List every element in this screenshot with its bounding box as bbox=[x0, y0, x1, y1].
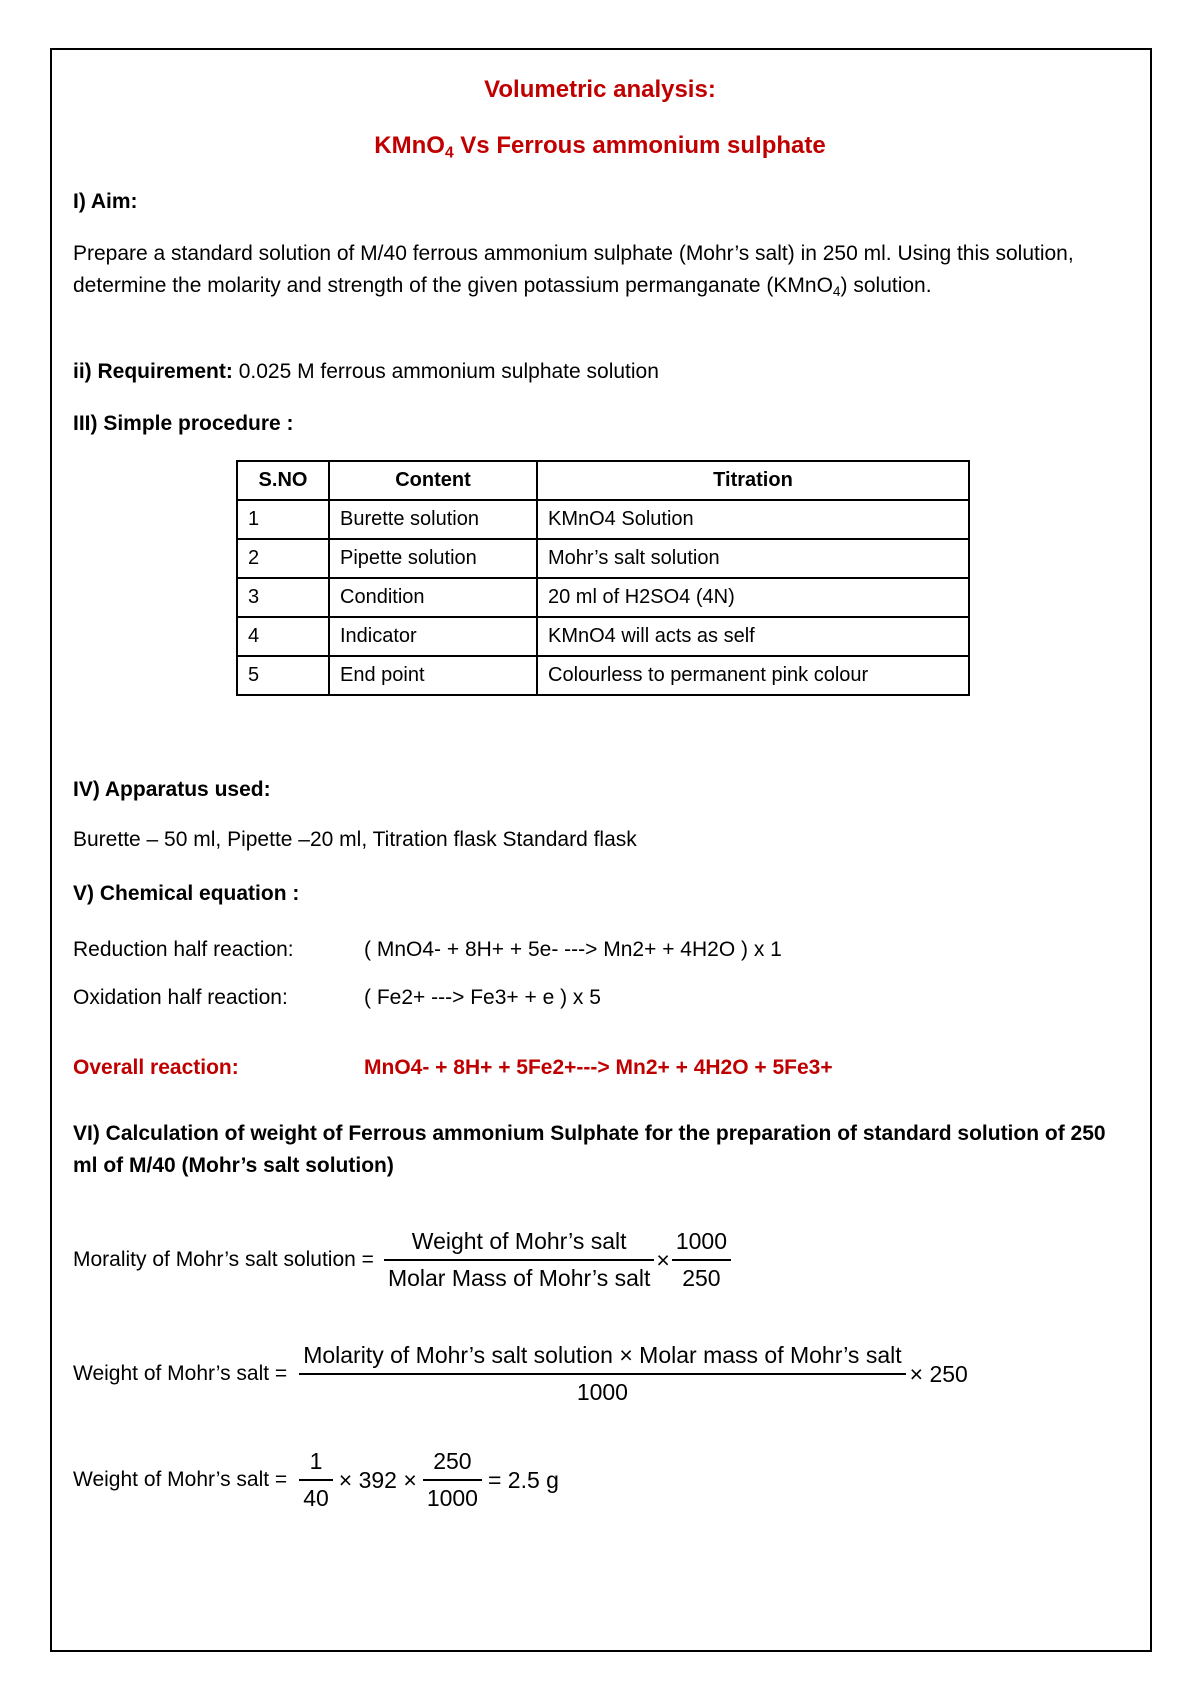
oxidation-equation: ( Fe2+ ---> Fe3+ + e ) x 5 bbox=[364, 986, 601, 1009]
apparatus-heading: IV) Apparatus used: bbox=[73, 778, 271, 801]
requirement bbox=[73, 356, 659, 388]
cell-content: Condition bbox=[329, 578, 537, 617]
formula3-middle: × 392 × bbox=[338, 1466, 417, 1493]
subtitle-part-a: KMnO bbox=[374, 132, 445, 159]
formula2-tail: × 250 bbox=[909, 1360, 968, 1387]
cell-sno: 5 bbox=[237, 656, 329, 695]
header-content: Content bbox=[329, 461, 537, 500]
equation-heading: V) Chemical equation : bbox=[73, 882, 300, 905]
cell-titration: Mohr’s salt solution bbox=[537, 539, 969, 578]
table-row bbox=[237, 617, 969, 656]
table-row bbox=[237, 500, 969, 539]
formula-result bbox=[73, 1448, 559, 1512]
cell-content: Burette solution bbox=[329, 500, 537, 539]
cell-content: Pipette solution bbox=[329, 539, 537, 578]
procedure-table bbox=[236, 460, 970, 696]
calculation-heading: VI) Calculation of weight of Ferrous ammonium Sulphate for the preparation of standard solution of 250 ml of M/40 (Mohr’s salt solution) bbox=[73, 1122, 1106, 1177]
cell-content: End point bbox=[329, 656, 537, 695]
formula1-fraction bbox=[384, 1228, 654, 1292]
page-subtitle bbox=[0, 132, 1200, 160]
overall-equation: MnO4- + 8H+ + 5Fe2+---> Mn2+ + 4H2O + 5Fe3+ bbox=[364, 1056, 833, 1079]
cell-sno: 4 bbox=[237, 617, 329, 656]
cell-sno: 3 bbox=[237, 578, 329, 617]
cell-titration: 20 ml of H2SO4 (4N) bbox=[537, 578, 969, 617]
formula1-denominator2: 250 bbox=[672, 1259, 731, 1292]
formula2-denominator: 1000 bbox=[299, 1373, 905, 1406]
formula3-denominator1: 40 bbox=[299, 1479, 333, 1512]
formula1-numerator2: 1000 bbox=[675, 1228, 727, 1254]
formula1-numerator: Weight of Mohr’s salt bbox=[411, 1228, 627, 1254]
formula3-denominator2: 1000 bbox=[423, 1479, 482, 1512]
formula1-times: × bbox=[656, 1246, 670, 1273]
cell-titration: KMnO4 will acts as self bbox=[537, 617, 969, 656]
requirement-heading: ii) Requirement: bbox=[73, 360, 233, 383]
overall-label: Overall reaction: bbox=[73, 1056, 239, 1079]
formula3-fraction2 bbox=[423, 1448, 482, 1512]
page-title: Volumetric analysis: bbox=[484, 76, 716, 103]
aim-heading: I) Aim: bbox=[73, 190, 138, 213]
formula-weight bbox=[73, 1342, 968, 1406]
procedure-heading: III) Simple procedure : bbox=[73, 412, 294, 435]
aim-text-sub: 4 bbox=[832, 284, 841, 300]
formula1-fraction2 bbox=[672, 1228, 731, 1292]
formula2-fraction bbox=[299, 1342, 905, 1406]
subtitle-part-b: Vs Ferrous ammonium sulphate bbox=[453, 132, 826, 159]
formula1-label: Morality of Mohr’s salt solution = bbox=[73, 1248, 374, 1271]
cell-sno: 1 bbox=[237, 500, 329, 539]
formula3-label: Weight of Mohr’s salt = bbox=[73, 1468, 288, 1491]
header-sno: S.NO bbox=[237, 461, 329, 500]
cell-sno: 2 bbox=[237, 539, 329, 578]
formula3-result: = 2.5 g bbox=[487, 1466, 559, 1493]
formula-molarity bbox=[73, 1228, 731, 1292]
aim-text-b: ) solution. bbox=[840, 274, 932, 297]
table-header-row bbox=[237, 461, 969, 500]
table-row bbox=[237, 656, 969, 695]
oxidation-label: Oxidation half reaction: bbox=[73, 986, 288, 1009]
formula1-denominator: Molar Mass of Mohr’s salt bbox=[384, 1259, 654, 1292]
formula2-label: Weight of Mohr’s salt = bbox=[73, 1362, 288, 1385]
apparatus-text: Burette – 50 ml, Pipette –20 ml, Titration flask Standard flask bbox=[73, 828, 637, 851]
reduction-equation: ( MnO4- + 8H+ + 5e- ---> Mn2+ + 4H2O ) x 1 bbox=[364, 938, 782, 961]
cell-content: Indicator bbox=[329, 617, 537, 656]
formula3-fraction1 bbox=[299, 1448, 333, 1512]
requirement-text: 0.025 M ferrous ammonium sulphate solution bbox=[232, 360, 659, 383]
formula3-numerator2: 250 bbox=[433, 1448, 472, 1474]
cell-titration: Colourless to permanent pink colour bbox=[537, 656, 969, 695]
formula3-numerator1: 1 bbox=[309, 1448, 323, 1474]
aim-text bbox=[73, 238, 1123, 302]
subtitle-subscript: 4 bbox=[444, 144, 454, 162]
formula2-numerator: Molarity of Mohr’s salt solution × Molar mass of Mohr’s salt bbox=[303, 1342, 902, 1368]
table-row bbox=[237, 578, 969, 617]
aim-text-a: Prepare a standard solution of M/40 ferrous ammonium sulphate (Mohr’s salt) in 250 ml. Using this solution, determine the molarity and strength of the given potassium permanganate (KMnO bbox=[73, 242, 1074, 297]
cell-titration: KMnO4 Solution bbox=[537, 500, 969, 539]
table-row bbox=[237, 539, 969, 578]
header-titration: Titration bbox=[537, 461, 969, 500]
reduction-label: Reduction half reaction: bbox=[73, 938, 294, 961]
